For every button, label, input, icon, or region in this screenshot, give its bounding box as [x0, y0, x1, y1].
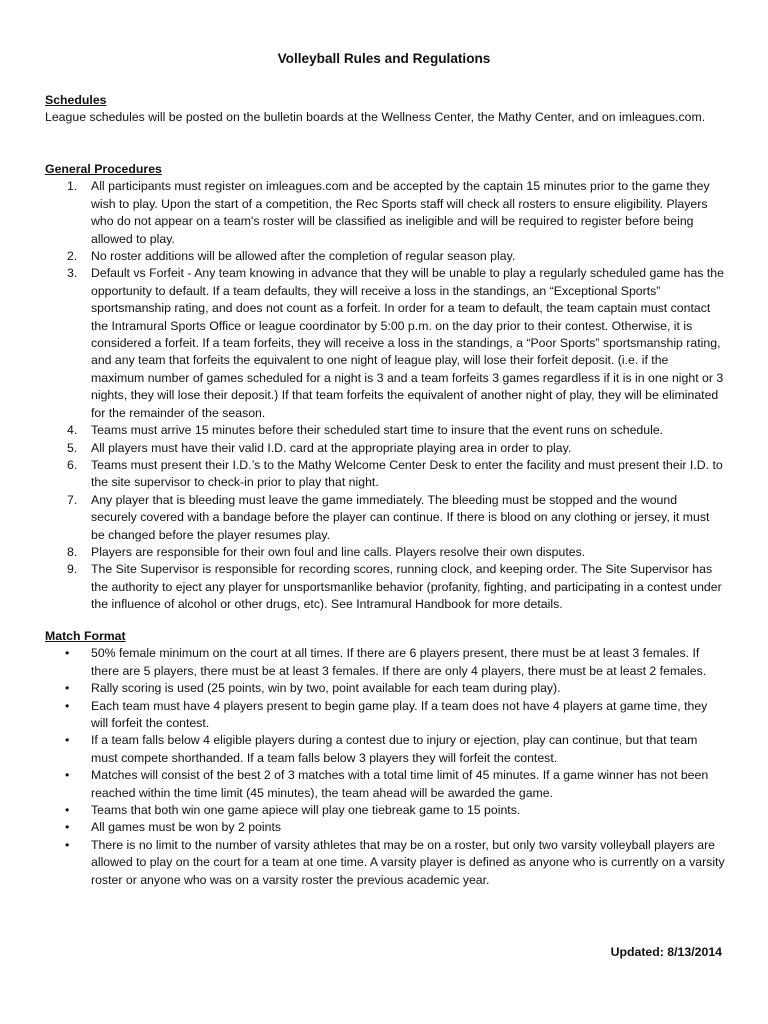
- schedules-text: League schedules will be posted on the bulletin boards at the Wellness Center, the Mathy Center, and on imleagues.com.: [45, 110, 706, 125]
- item-number: 8.: [67, 544, 78, 559]
- list-item: [45, 265, 725, 422]
- list-item: [45, 544, 725, 561]
- match-format-list: [45, 645, 725, 889]
- item-text: All participants must register on imleagues.com and be accepted by the captain 15 minutes prior to the game they wish to play. Upon the start of a competition, the Rec Sports staff will check all rosters to ensure eligibility. Players who do not appear on a team's roster will be classified as ineligible and will be required to register before being allowed to play.: [91, 179, 710, 246]
- item-number: 9.: [67, 562, 78, 577]
- list-item: [45, 457, 725, 492]
- list-item: [45, 698, 725, 733]
- bullet-icon: •: [65, 820, 70, 835]
- item-number: 6.: [67, 457, 78, 472]
- item-text: 50% female minimum on the court at all times. If there are 6 players present, there must be at least 3 females. If there are 5 players, there must be at least 3 females. If there are only 4 players, there must be at least 2 females.: [91, 646, 707, 678]
- item-text: All players must have their valid I.D. card at the appropriate playing area in order to play.: [91, 440, 572, 455]
- schedules-heading: Schedules: [45, 93, 107, 107]
- item-text: Rally scoring is used (25 points, win by two, point available for each team during play).: [91, 681, 561, 696]
- bullet-icon: •: [65, 698, 70, 713]
- list-item: [45, 802, 725, 819]
- updated-date: Updated: 8/13/2014: [610, 945, 722, 959]
- bullet-icon: •: [65, 681, 70, 696]
- list-item: [45, 422, 725, 439]
- list-item: [45, 645, 725, 680]
- list-item: [45, 492, 725, 544]
- bullet-icon: •: [65, 733, 70, 748]
- item-text: If a team falls below 4 eligible players during a contest due to injury or ejection, play can continue, but that team must compete shorthanded. If a team falls below 3 players they will forfeit the contest.: [91, 733, 698, 765]
- item-text: All games must be won by 2 points: [91, 820, 282, 835]
- bullet-icon: •: [65, 837, 70, 852]
- match-format-section: [45, 628, 725, 889]
- schedules-section: [45, 92, 725, 127]
- item-text: The Site Supervisor is responsible for recording scores, running clock, and keeping order. The Site Supervisor has the authority to eject any player for unsportsmanlike behavior (profanity, fighting, and participating in a contest under the influence of alcohol or other drugs, etc). See Intramural Handbook for more details.: [91, 562, 722, 612]
- general-procedures-heading: General Procedures: [45, 162, 162, 176]
- item-text: Matches will consist of the best 2 of 3 matches with a total time limit of 45 minutes. If a game winner has not been reached within the time limit (45 minutes), the team ahead will be awarded the game.: [91, 768, 709, 800]
- bullet-icon: •: [65, 803, 70, 818]
- bullet-icon: •: [65, 768, 70, 783]
- list-item: [45, 819, 725, 836]
- item-text: Teams must present their I.D.’s to the Mathy Welcome Center Desk to enter the facility and must present their I.D. to the site supervisor to check-in prior to play that night.: [91, 457, 723, 490]
- item-text: Default vs Forfeit - Any team knowing in advance that they will be unable to play a regularly scheduled game has the opportunity to default. If a team defaults, they will receive a loss in the standings, an “Exceptional Sports” sportsmanship rating, and does not count as a forfeit. In order for a team to default, the team captain must contact the Intramural Sports Office or league coordinator by 5:00 p.m. on the day prior to their contest. Otherwise, it is considered a forfeit. If a team forfeits, they will receive a loss in the standings, a “Poor Sports” sportsmanship rating, and any team that forfeits the equivalent to one night of league play, will lose their forfeit deposit. (i.e. if the maximum number of games scheduled for a night is 3 and a team forfeits 3 games regardless if it is in one night or 3 nights, they will lose their deposit.) If that team forfeits the equivalent of another night of play, they will be eliminated for the remainder of the season.: [91, 266, 724, 420]
- list-item: [45, 561, 725, 613]
- item-number: 5.: [67, 440, 78, 455]
- list-item: [45, 732, 725, 767]
- general-procedures-section: [45, 161, 725, 614]
- procedures-list: [45, 178, 725, 613]
- item-number: 4.: [67, 423, 78, 438]
- item-text: Each team must have 4 players present to begin game play. If a team does not have 4 players at game time, they will forfeit the contest.: [91, 698, 708, 731]
- item-number: 3.: [67, 266, 78, 281]
- list-item: [45, 440, 725, 457]
- page-title: Volleyball Rules and Regulations: [277, 51, 491, 66]
- item-text: Players are responsible for their own foul and line calls. Players resolve their own disputes.: [91, 544, 586, 559]
- item-text: No roster additions will be allowed after the completion of regular season play.: [91, 249, 516, 264]
- bullet-icon: •: [65, 646, 70, 661]
- item-text: There is no limit to the number of varsity athletes that may be on a roster, but only two varsity volleyball players are allowed to play on the court for a team at one time. A varsity player is defined as anyone who is currently on a varsity roster or anyone who was on a varsity roster the previous academic year.: [91, 837, 725, 887]
- list-item: [45, 767, 725, 802]
- list-item: [45, 837, 725, 889]
- item-text: Any player that is bleeding must leave the game immediately. The bleeding must be stopped and the wound securely covered with a bandage before the player can continue. If there is blood on any clothing or jersey, it must be changed before the player resumes play.: [91, 492, 710, 542]
- item-number: 7.: [67, 492, 78, 507]
- list-item: [45, 680, 725, 697]
- item-text: Teams must arrive 15 minutes before their scheduled start time to insure that the event runs on schedule.: [91, 423, 664, 438]
- item-text: Teams that both win one game apiece will play one tiebreak game to 15 points.: [91, 803, 521, 818]
- item-number: 1.: [67, 179, 78, 194]
- item-number: 2.: [67, 249, 78, 264]
- list-item: [45, 248, 725, 265]
- list-item: [45, 178, 725, 248]
- match-format-heading: Match Format: [45, 629, 126, 643]
